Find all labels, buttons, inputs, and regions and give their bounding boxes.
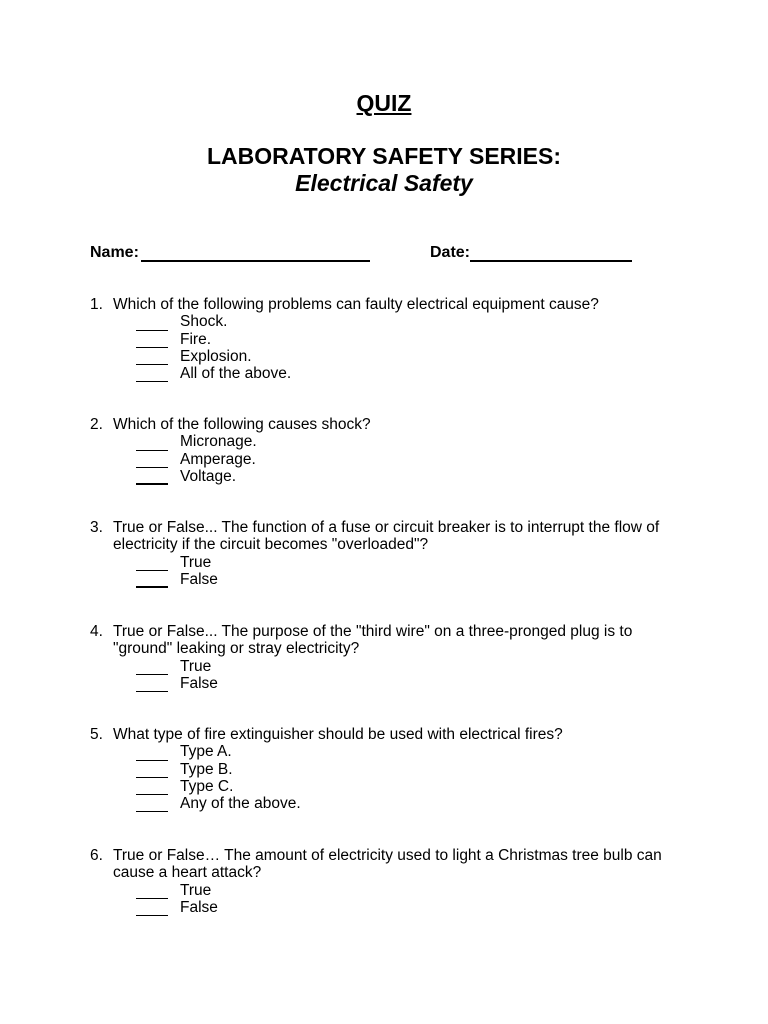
answer-option	[136, 899, 690, 916]
answer-options	[136, 658, 690, 693]
question-text: True or False… The amount of electricity used to light a Christmas tree bulb can cause a heart attack?	[113, 847, 662, 882]
option-label: Amperage.	[180, 450, 256, 468]
answer-blank[interactable]	[136, 317, 168, 331]
option-label: Type B.	[180, 760, 233, 778]
answer-options	[136, 743, 690, 812]
question-number: 5.	[90, 726, 103, 743]
name-label: Name:	[90, 244, 139, 261]
option-label: All of the above.	[180, 365, 292, 383]
answer-options	[136, 433, 690, 485]
answer-options	[136, 882, 690, 917]
answer-option	[136, 743, 690, 760]
question-text: True or False... The purpose of the "third wire" on a three-pronged plug is to "ground" leaking or stray electricity?	[113, 623, 633, 658]
question-text: Which of the following problems can faulty electrical equipment cause?	[113, 296, 599, 313]
option-label: Micronage.	[180, 433, 257, 451]
answer-options	[136, 554, 690, 589]
question-number: 1.	[90, 296, 103, 313]
option-label: Type A.	[180, 743, 232, 761]
option-label: False	[180, 674, 218, 692]
answer-blank[interactable]	[136, 798, 168, 812]
answer-option	[136, 468, 690, 485]
question-text: What type of fire extinguisher should be used with electrical fires?	[113, 726, 563, 743]
date-label: Date:	[430, 244, 471, 261]
answer-option	[136, 313, 690, 330]
answer-blank[interactable]	[136, 885, 168, 899]
option-label: True	[180, 657, 212, 675]
answer-options	[136, 313, 690, 382]
question-1	[90, 296, 690, 382]
question-3	[90, 519, 690, 588]
answer-blank[interactable]	[136, 781, 168, 795]
question-text: True or False... The function of a fuse or circuit breaker is to interrupt the flow of electricity if the circuit becomes "overloaded"?	[113, 519, 660, 554]
answer-blank[interactable]	[136, 902, 168, 916]
option-label: Explosion.	[180, 347, 252, 365]
question-4	[90, 623, 690, 692]
answer-blank[interactable]	[136, 557, 168, 571]
question-number: 3.	[90, 519, 103, 536]
answer-blank[interactable]	[136, 351, 168, 365]
answer-option	[136, 761, 690, 778]
answer-option	[136, 331, 690, 348]
topic-heading: Electrical Safety	[295, 170, 473, 196]
answer-option	[136, 433, 690, 450]
answer-blank[interactable]	[136, 454, 168, 468]
answer-blank[interactable]	[136, 764, 168, 778]
question-6	[90, 847, 690, 916]
question-text: Which of the following causes shock?	[113, 416, 371, 433]
quiz-title: QUIZ	[356, 90, 412, 116]
option-label: Type C.	[180, 777, 234, 795]
answer-blank[interactable]	[136, 368, 168, 382]
answer-option	[136, 778, 690, 795]
question-number: 6.	[90, 847, 103, 864]
question-5	[90, 726, 690, 812]
answer-option	[136, 554, 690, 571]
answer-option	[136, 451, 690, 468]
question-number: 2.	[90, 416, 103, 433]
date-field[interactable]	[470, 260, 632, 262]
answer-blank[interactable]	[136, 334, 168, 348]
answer-option	[136, 658, 690, 675]
option-label: False	[180, 570, 218, 588]
answer-option	[136, 571, 690, 588]
answer-option	[136, 882, 690, 899]
series-heading: LABORATORY SAFETY SERIES:	[207, 143, 561, 169]
option-label: Any of the above.	[180, 795, 301, 813]
answer-option	[136, 795, 690, 812]
question-2	[90, 416, 690, 485]
answer-blank[interactable]	[136, 437, 168, 451]
option-label: True	[180, 553, 212, 571]
answer-option	[136, 348, 690, 365]
answer-blank[interactable]	[136, 661, 168, 675]
name-field[interactable]	[141, 260, 370, 262]
option-label: Voltage.	[180, 467, 237, 485]
answer-blank[interactable]	[136, 678, 168, 692]
answer-blank[interactable]	[136, 747, 168, 761]
answer-blank[interactable]	[136, 470, 168, 485]
option-label: Fire.	[180, 330, 211, 348]
option-label: True	[180, 881, 212, 899]
option-label: False	[180, 898, 218, 916]
question-number: 4.	[90, 623, 103, 640]
answer-option	[136, 675, 690, 692]
answer-option	[136, 365, 690, 382]
option-label: Shock.	[180, 313, 228, 331]
answer-blank[interactable]	[136, 573, 168, 588]
